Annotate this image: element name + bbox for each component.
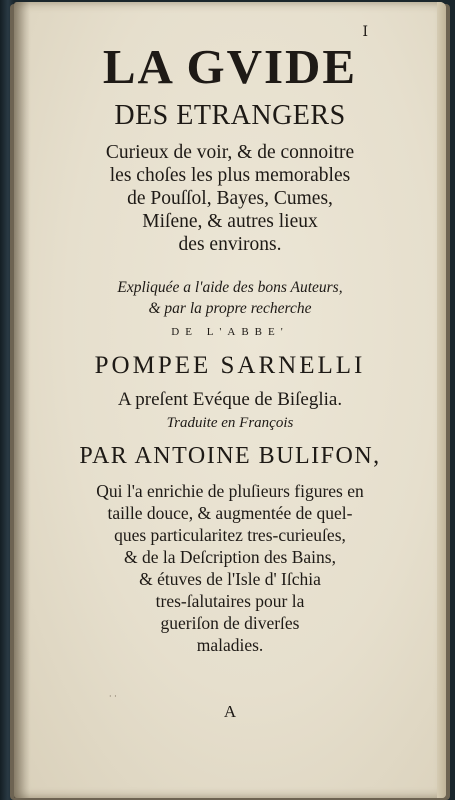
contents-line: & de la Deſcription des Bains, <box>124 547 336 567</box>
explanation-line: & par la propre recherche <box>148 300 312 317</box>
author-name: POMPEE SARNELLI <box>94 352 366 379</box>
description-line: Miſene, & autres lieux <box>142 211 318 232</box>
contents-line: gueriſon de diverſes <box>160 613 300 633</box>
contents-line: taille douce, & augmentée de quel- <box>107 503 353 523</box>
description-line: Curieux de voir, & de connoitre <box>105 142 355 163</box>
abbe-line: DE L'ABBE' <box>171 326 289 338</box>
paper-fleck-decoration: · · <box>109 692 117 701</box>
book-subtitle: DES ETRANGERS <box>114 100 346 131</box>
contents-line: & étuves de l'Isle d' Iſchia <box>139 569 321 589</box>
translation-note: Traduite en François <box>166 415 294 431</box>
contents-line: maladies. <box>196 635 264 655</box>
book-title: LA GVIDE <box>102 39 358 94</box>
contents-line: tres-ſalutaires pour la <box>155 591 305 611</box>
contents-line: ques particularitez tres-curieuſes, <box>114 525 346 545</box>
title-page <box>14 2 446 798</box>
author-title: A preſent Evéque de Biſeglia. <box>117 389 343 410</box>
translator-name: PAR ANTOINE BULIFON, <box>79 443 381 469</box>
description-line: des environs. <box>178 234 282 255</box>
description-line: de Pouſſol, Bayes, Cumes, <box>127 188 333 209</box>
explanation-line: Expliquée a l'aide des bons Auteurs, <box>117 279 343 296</box>
page-letter: A <box>223 702 237 721</box>
contents-line: Qui l'a enrichie de pluſieurs figures en <box>96 481 364 501</box>
description-line: les choſes les plus memorables <box>109 165 351 186</box>
signature-mark: I <box>362 24 368 40</box>
